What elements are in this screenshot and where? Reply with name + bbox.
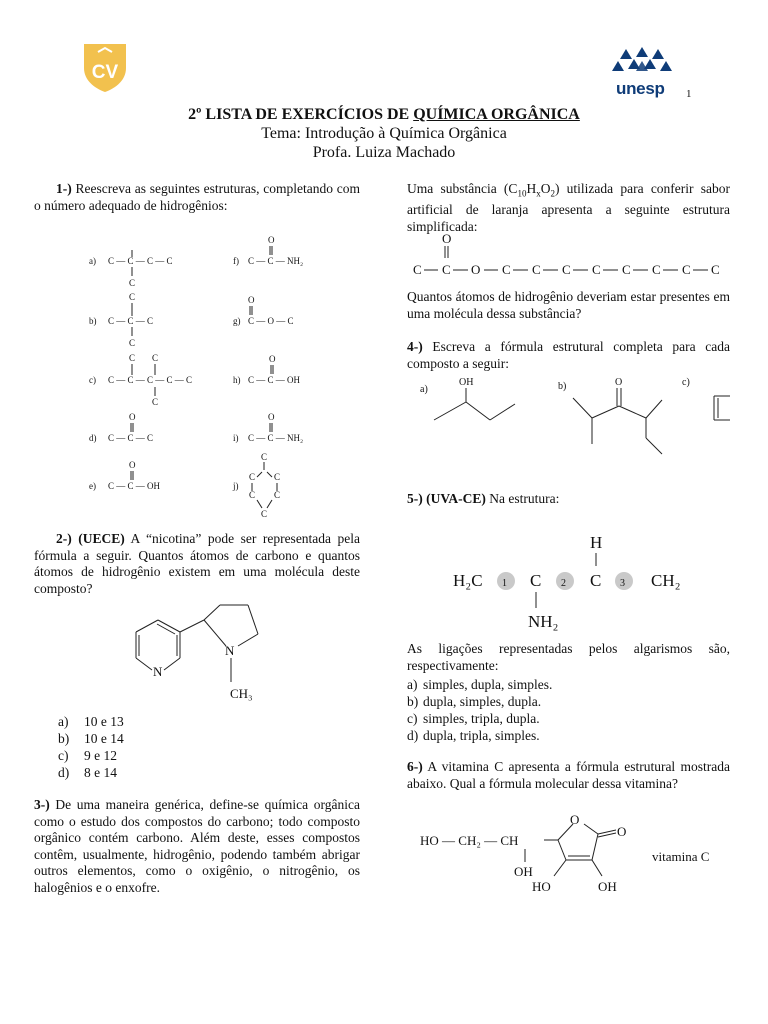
svg-text:C: C: [152, 353, 159, 363]
svg-text:C: C: [129, 338, 136, 348]
structure-e: [89, 460, 161, 491]
svg-text:O: O: [617, 824, 627, 839]
svg-text:C: C: [590, 571, 602, 590]
question-4-structures: [410, 372, 730, 472]
structure-g: [233, 295, 294, 326]
svg-text:C: C: [442, 262, 451, 277]
svg-text:1: 1: [502, 578, 507, 589]
svg-text:C: C: [261, 509, 268, 519]
svg-text:C: C: [592, 262, 601, 277]
svg-text:j): j): [233, 481, 239, 491]
svg-text:b): b): [558, 381, 567, 392]
svg-text:a): a): [420, 384, 428, 395]
document-title: 2º LISTA DE EXERCÍCIOS DE QUÍMICA ORGÂNICA: [188, 106, 580, 123]
unesp-logo: [612, 45, 672, 101]
svg-text:O: O: [268, 412, 275, 422]
svg-text:O: O: [248, 295, 255, 305]
svg-text:O: O: [471, 262, 481, 277]
svg-text:C — C — C — C — C: C — C — C — C — C: [108, 375, 193, 385]
document-teacher: Profa. Luiza Machado: [312, 144, 456, 161]
svg-text:a): a): [89, 256, 96, 266]
svg-text:C — C — NH₂: C — C — NH₂: [248, 433, 304, 443]
svg-text:O: O: [442, 231, 452, 246]
svg-text:O: O: [129, 412, 136, 422]
svg-text:C: C: [502, 262, 511, 277]
option-row[interactable]: a) simples, dupla, simples.: [407, 677, 553, 692]
svg-text:O: O: [269, 354, 276, 364]
svg-text:C: C: [261, 452, 268, 462]
svg-text:H₂C: H₂C: [453, 571, 483, 590]
svg-text:N: N: [225, 643, 235, 658]
svg-text:c): c): [682, 377, 690, 388]
svg-text:C: C: [274, 490, 281, 500]
structure-i: [233, 412, 303, 443]
svg-text:3: 3: [620, 578, 625, 589]
question-3-continued: Uma substância $(C_{10}H_xO_2)$ utilizada para conferir sabor artificial de laranja apresenta a seguinte estrutura simplificada:: [407, 181, 730, 234]
svg-text:C: C: [532, 262, 541, 277]
structure-c: [89, 353, 192, 407]
svg-text:C: C: [152, 397, 159, 407]
svg-text:O: O: [615, 377, 623, 388]
svg-text:C — C — C — C: C — C — C — C: [108, 256, 173, 266]
svg-text:i): i): [233, 433, 239, 443]
svg-text:C — C — OH: C — C — OH: [248, 375, 301, 385]
structure-d: [89, 412, 153, 443]
svg-text:O: O: [129, 460, 136, 470]
svg-text:NH₂: NH₂: [528, 612, 559, 631]
svg-text:CH₂: CH₂: [651, 571, 681, 590]
svg-text:O: O: [570, 812, 580, 827]
document-theme: Tema: Introdução à Química Orgânica: [261, 125, 507, 142]
svg-text:HO — CH₂ — CH: HO — CH₂ — CH: [420, 833, 519, 848]
svg-text:C: C: [622, 262, 631, 277]
vitamin-c-structure: [418, 812, 728, 904]
question-5-structure: [448, 530, 708, 640]
svg-text:g): g): [233, 316, 241, 326]
svg-text:OH: OH: [598, 879, 617, 894]
svg-text:b): b): [89, 316, 97, 326]
svg-text:C: C: [249, 490, 256, 500]
svg-text:C: C: [413, 262, 422, 277]
option-row[interactable]: d) 8 e 14: [58, 765, 117, 780]
svg-text:h): h): [233, 375, 241, 385]
svg-text:C — C — OH: C — C — OH: [108, 481, 161, 491]
svg-text:O: O: [268, 236, 275, 245]
svg-text:2: 2: [561, 578, 566, 589]
question-5-options: [407, 676, 730, 744]
svg-text:HO: HO: [532, 879, 551, 894]
svg-text:C: C: [682, 262, 691, 277]
svg-text:CH₃: CH₃: [230, 686, 253, 701]
svg-text:H: H: [590, 533, 603, 552]
question-6: 6-) A vitamina C apresenta a fórmula estrutural mostrada abaixo. Qual a fórmula molecular dessa vitamina?: [407, 759, 730, 791]
structure-b: [89, 292, 153, 348]
svg-text:C — C — NH₂: C — C — NH₂: [248, 256, 304, 266]
svg-text:C: C: [711, 262, 720, 277]
question-4: 4-) Escreva a fórmula estrutural completa para cada composto a seguir:: [407, 339, 730, 371]
option-row[interactable]: b) dupla, simples, dupla.: [407, 694, 542, 709]
svg-text:e): e): [89, 481, 96, 491]
page-number: 1: [686, 88, 692, 100]
option-row[interactable]: a) 10 e 13: [58, 714, 124, 729]
structure-j: [232, 452, 280, 519]
svg-text:C — C — C: C — C — C: [108, 316, 154, 326]
svg-text:C: C: [129, 278, 136, 288]
unesp-emblem-icon: [612, 45, 672, 81]
svg-text:C: C: [562, 262, 571, 277]
svg-text:C: C: [129, 292, 136, 302]
option-row[interactable]: c) simples, tripla, dupla.: [407, 711, 540, 726]
cv-logo-text: CV: [91, 62, 119, 83]
svg-text:C: C: [652, 262, 661, 277]
orange-flavor-structure: [408, 230, 730, 282]
question-3: 3-) De uma maneira genérica, define-se química orgânica como o estudo dos compostos do carbono; todo composto orgânico contém carbono. Além deste, esses compostos contêm, usualmente, hidrogênio, podendo também abrigar outros elementos, como o oxigênio, o nitrogênio, os halogênios e o enxofre.: [34, 797, 360, 895]
nicotine-structure: [120, 600, 280, 705]
svg-text:C: C: [530, 571, 542, 590]
question-1-structures: [86, 236, 336, 526]
svg-text:OH: OH: [459, 377, 474, 388]
svg-text:C: C: [249, 472, 256, 482]
svg-text:d): d): [89, 433, 97, 443]
option-row[interactable]: c) 9 e 12: [58, 748, 117, 763]
svg-text:c): c): [89, 375, 96, 385]
svg-text:C: C: [274, 472, 281, 482]
option-row[interactable]: d) dupla, tripla, simples.: [407, 728, 540, 743]
document-header: [0, 105, 768, 162]
structure-a: [89, 250, 173, 288]
svg-text:C: C: [129, 353, 136, 363]
question-3-prompt: Quantos átomos de hidrogênio deveriam estar presentes em uma molécula dessa substância?: [407, 289, 730, 321]
option-row[interactable]: b) 10 e 14: [58, 731, 124, 746]
svg-text:vitamina C: vitamina C: [652, 849, 710, 864]
unesp-wordmark: unesp: [616, 79, 665, 98]
svg-text:C — C — C: C — C — C: [108, 433, 154, 443]
question-5-prompt: As ligações representadas pelos algarismos são, respectivamente:: [407, 641, 730, 673]
svg-text:C — O — C: C — O — C: [248, 316, 294, 326]
question-1: 1-) Reescreva as seguintes estruturas, completando com o número adequado de hidrogênios:: [34, 181, 360, 213]
structure-h: [233, 354, 301, 385]
svg-text:f): f): [233, 256, 239, 266]
structure-f: [233, 236, 303, 266]
question-2-options: [58, 713, 258, 781]
cv-logo: [78, 40, 132, 94]
question-2: 2-) (UECE) A “nicotina” pode ser representada pela fórmula a seguir. Quantos átomos de carbono e quantos átomos de hidrogênio existem em uma molécula deste composto?: [34, 531, 361, 596]
svg-text:OH: OH: [514, 864, 533, 879]
question-5: 5-) (UVA-CE) Na estrutura:: [407, 491, 560, 506]
svg-text:N: N: [153, 664, 163, 679]
